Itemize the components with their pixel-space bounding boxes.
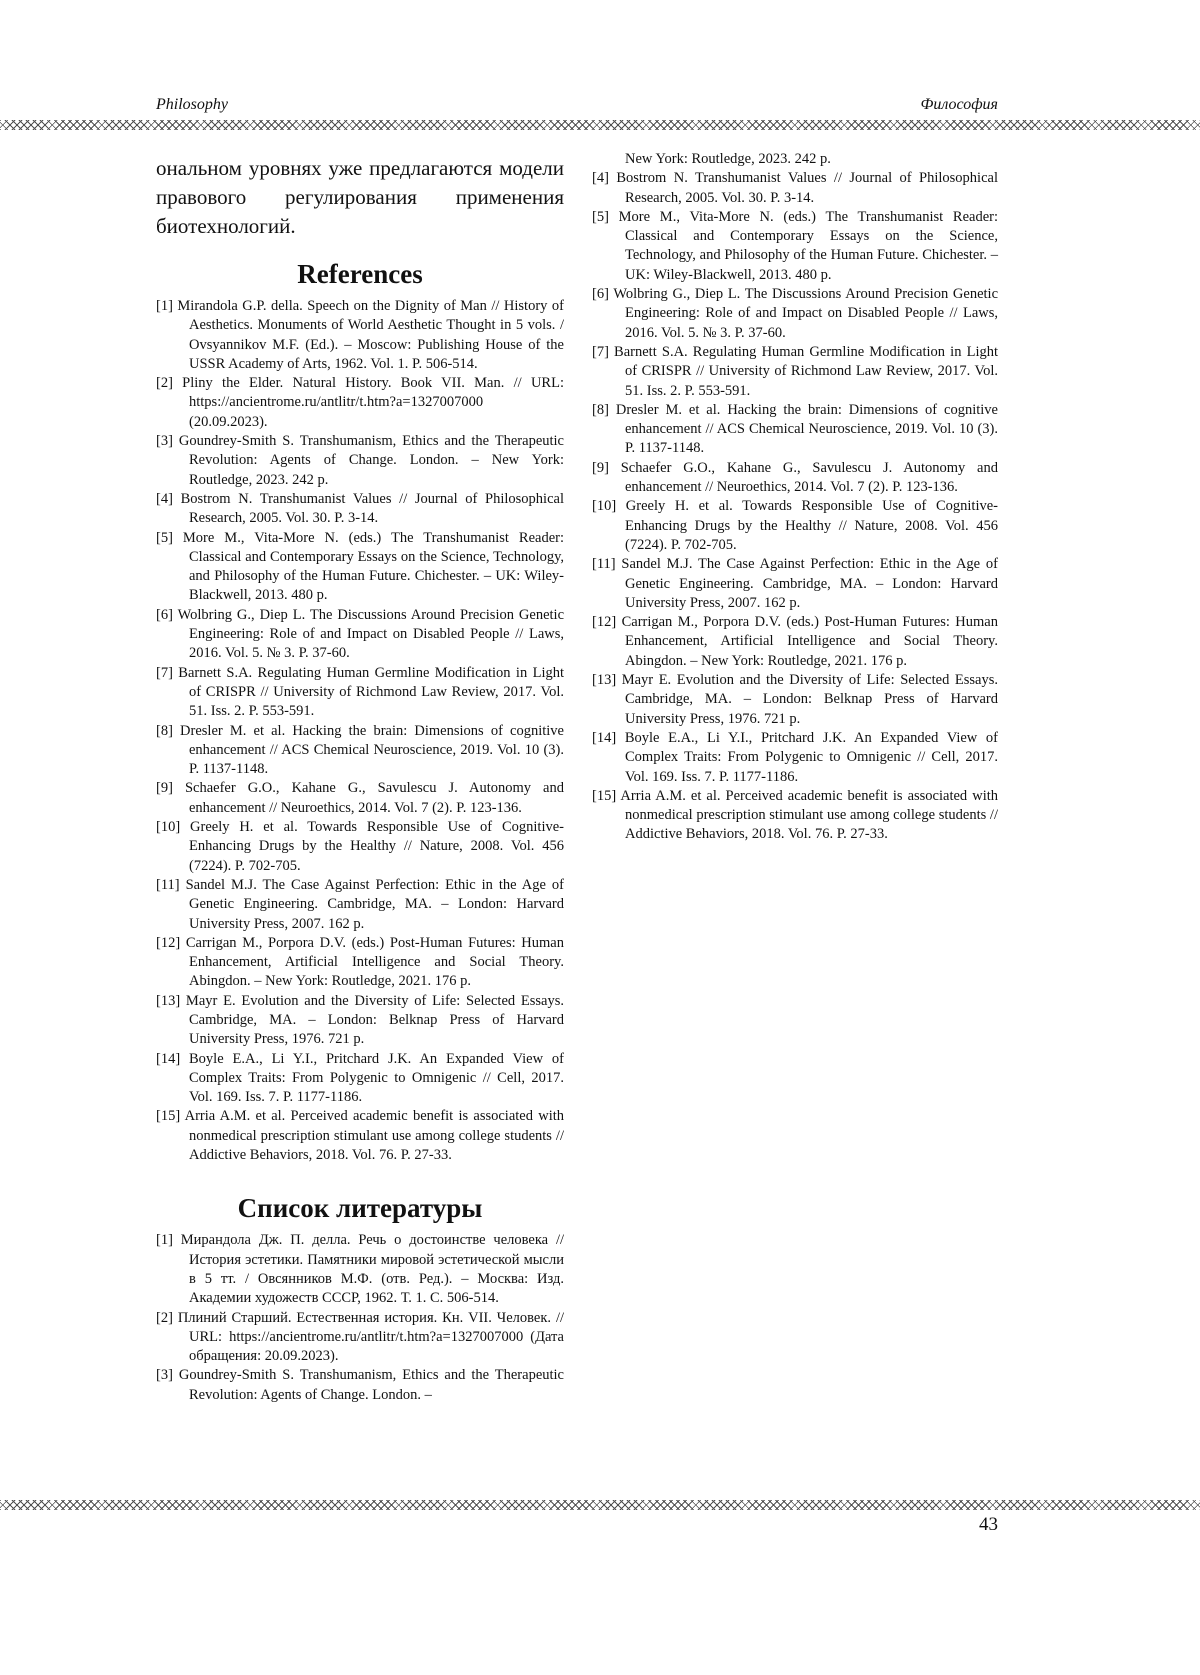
reference-item: [15] Arria A.M. et al. Perceived academic benefit is associated with nonmedical prescription stimulant use among college students // Addictive Behaviors, 2018. Vol. 76. P. 27-33. — [156, 1108, 564, 1164]
running-header — [156, 96, 998, 118]
reference-item: [3] Goundrey-Smith S. Transhumanism, Ethics and the Therapeutic Revolution: Agents of Change. London. – New York: Routledge, 2023. 242 p. — [156, 433, 564, 488]
reference-item: [5] More M., Vita-More N. (eds.) The Transhumanist Reader: Classical and Contemporary Essays on the Science, Technology, and Philosophy of the Human Future. Chichester. – UK: Wiley-Blackwell, 2013. 480 p. — [156, 529, 564, 604]
reference-item: [7] Barnett S.A. Regulating Human Germline Modification in Light of CRISPR // University of Richmond Law Review, 2017. Vol. 51. Iss. 2. P. 553-591. — [156, 664, 564, 720]
ru-reference-item: [3] Goundrey-Smith S. Transhumanism, Ethics and the Therapeutic Revolution: Agents of Change. London. – — [156, 1367, 564, 1403]
reference-item: [14] Boyle E.A., Li Y.I., Pritchard J.K. An Expanded View of Complex Traits: From Polygenic to Omnigenic // Cell, 2017. Vol. 169. Iss. 7. P. 1177-1186. — [156, 1050, 564, 1106]
ru-references-list — [156, 1231, 564, 1405]
references-title: References — [297, 259, 423, 289]
ornamental-rule-top — [0, 120, 1200, 130]
reference-item: [2] Pliny the Elder. Natural History. Book VII. Man. // URL: https://ancientrome.ru/antlitr/t.htm?a=1327007000 (20.09.2023). — [156, 375, 564, 430]
ru-reference-item: [15] Arria A.M. et al. Perceived academic benefit is associated with nonmedical prescription stimulant use among college students // Addictive Behaviors, 2018. Vol. 76. P. 27-33. — [592, 787, 998, 843]
ru-reference-item: [10] Greely H. et al. Towards Responsible Use of Cognitive-Enhancing Drugs by the Healthy // Nature, 2008. Vol. 456 (7224). P. 702-705. — [592, 498, 998, 553]
references-list — [156, 297, 564, 1165]
ru-references-title: Список литературы — [237, 1193, 483, 1224]
ru-reference-item: [1] Мирандола Дж. П. делла. Речь о достоинстве человека // История эстетики. Памятники мировой эстетической мысли в 5 тт. / Овсянников М.Ф. (отв. Ред.). – Москва: Изд. Академии художеств СССР, 1962. Т. 1. С. 506-514. — [156, 1232, 564, 1307]
reference-item: [1] Mirandola G.P. della. Speech on the Dignity of Man // History of Aesthetics. Monuments of World Aesthetic Thought in 5 vols. / Ovsyannikov M.F. (Ed.). – Moscow: Publishing House of the USSR Academy of Arts, 1962. Vol. 1. P. 506-514. — [156, 298, 564, 372]
ru-reference-item: [13] Mayr E. Evolution and the Diversity of Life: Selected Essays. Cambridge, MA. – London: Belknap Press of Harvard University Press, 1976. 721 p. — [592, 672, 998, 727]
reference-item: [13] Mayr E. Evolution and the Diversity of Life: Selected Essays. Cambridge, MA. – London: Belknap Press of Harvard University Press, 1976. 721 p. — [156, 992, 564, 1048]
ornamental-rule-bottom — [0, 1500, 1200, 1510]
left-column — [156, 150, 564, 1405]
right-column — [592, 150, 998, 845]
reference-item: [9] Schaefer G.O., Kahane G., Savulescu J. Autonomy and enhancement // Neuroethics, 2014. Vol. 7 (2). P. 123-136. — [156, 780, 564, 816]
intro-paragraph: ональном уровнях уже предлагаются модели правового регулирования применения биотехнологий. — [156, 156, 564, 238]
ru-reference-item: [7] Barnett S.A. Regulating Human Germline Modification in Light of CRISPR // University of Richmond Law Review, 2017. Vol. 51. Iss. 2. P. 553-591. — [592, 343, 998, 399]
ru-reference-item: [6] Wolbring G., Diep L. The Discussions Around Precision Genetic Engineering: Role of and Impact on Disabled People // Laws, 2016. Vol. 5. № 3. P. 37-60. — [592, 286, 998, 341]
ru-reference-item: [11] Sandel M.J. The Case Against Perfection: Ethic in the Age of Genetic Engineering. Cambridge, MA. – London: Harvard University Press, 2007. 162 p. — [592, 556, 998, 611]
ru-reference-item: [12] Carrigan M., Porpora D.V. (eds.) Post-Human Futures: Human Enhancement, Artificial Intelligence and Social Theory. Abingdon. – New York: Routledge, 2021. 176 p. — [592, 614, 998, 669]
reference-item: [4] Bostrom N. Transhumanist Values // Journal of Philosophical Research, 2005. Vol. 30. P. 3-14. — [156, 490, 564, 527]
reference-item: [6] Wolbring G., Diep L. The Discussions Around Precision Genetic Engineering: Role of and Impact on Disabled People // Laws, 2016. Vol. 5. № 3. P. 37-60. — [156, 606, 564, 662]
ru-reference-item: [14] Boyle E.A., Li Y.I., Pritchard J.K. An Expanded View of Complex Traits: From Polygenic to Omnigenic // Cell, 2017. Vol. 169. Iss. 7. P. 1177-1186. — [592, 729, 998, 785]
header-section-ru: Философия — [920, 96, 998, 113]
page-number: 43 — [979, 1514, 998, 1535]
ru-references-list-continued — [592, 150, 998, 845]
reference-item: [11] Sandel M.J. The Case Against Perfection: Ethic in the Age of Genetic Engineering. Cambridge, MA. – London: Harvard University Press, 2007. 162 p. — [156, 876, 564, 932]
reference-item: [10] Greely H. et al. Towards Responsible Use of Cognitive-Enhancing Drugs by the Healthy // Nature, 2008. Vol. 456 (7224). P. 702-705. — [156, 819, 564, 874]
ru-reference-item: [2] Плиний Старший. Естественная история. Кн. VII. Человек. // URL: https://ancientrome.ru/antlitr/t.htm?a=1327007000 (Дата обращения: 20.09.2023). — [156, 1309, 564, 1365]
ru-reference-continuation: New York: Routledge, 2023. 242 p. — [625, 151, 831, 167]
reference-item: [12] Carrigan M., Porpora D.V. (eds.) Post-Human Futures: Human Enhancement, Artificial Intelligence and Social Theory. Abingdon. – New York: Routledge, 2021. 176 p. — [156, 934, 564, 990]
ru-reference-item: [4] Bostrom N. Transhumanist Values // Journal of Philosophical Research, 2005. Vol. 30. P. 3-14. — [592, 170, 998, 206]
reference-item: [8] Dresler M. et al. Hacking the brain: Dimensions of cognitive enhancement // ACS Chemical Neuroscience, 2019. Vol. 10 (3). P. 1137-1148. — [156, 722, 564, 778]
header-section-en: Philosophy — [156, 96, 228, 113]
ru-reference-item: [5] More M., Vita-More N. (eds.) The Transhumanist Reader: Classical and Contemporary Essays on the Science, Technology, and Philosophy of the Human Future. Chichester. – UK: Wiley-Blackwell, 2013. 480 p. — [592, 208, 998, 283]
ru-reference-item: [9] Schaefer G.O., Kahane G., Savulescu J. Autonomy and enhancement // Neuroethics, 2014. Vol. 7 (2). P. 123-136. — [592, 459, 998, 496]
ru-reference-item: [8] Dresler M. et al. Hacking the brain: Dimensions of cognitive enhancement // ACS Chemical Neuroscience, 2019. Vol. 10 (3). P. 1137-1148. — [592, 401, 998, 457]
